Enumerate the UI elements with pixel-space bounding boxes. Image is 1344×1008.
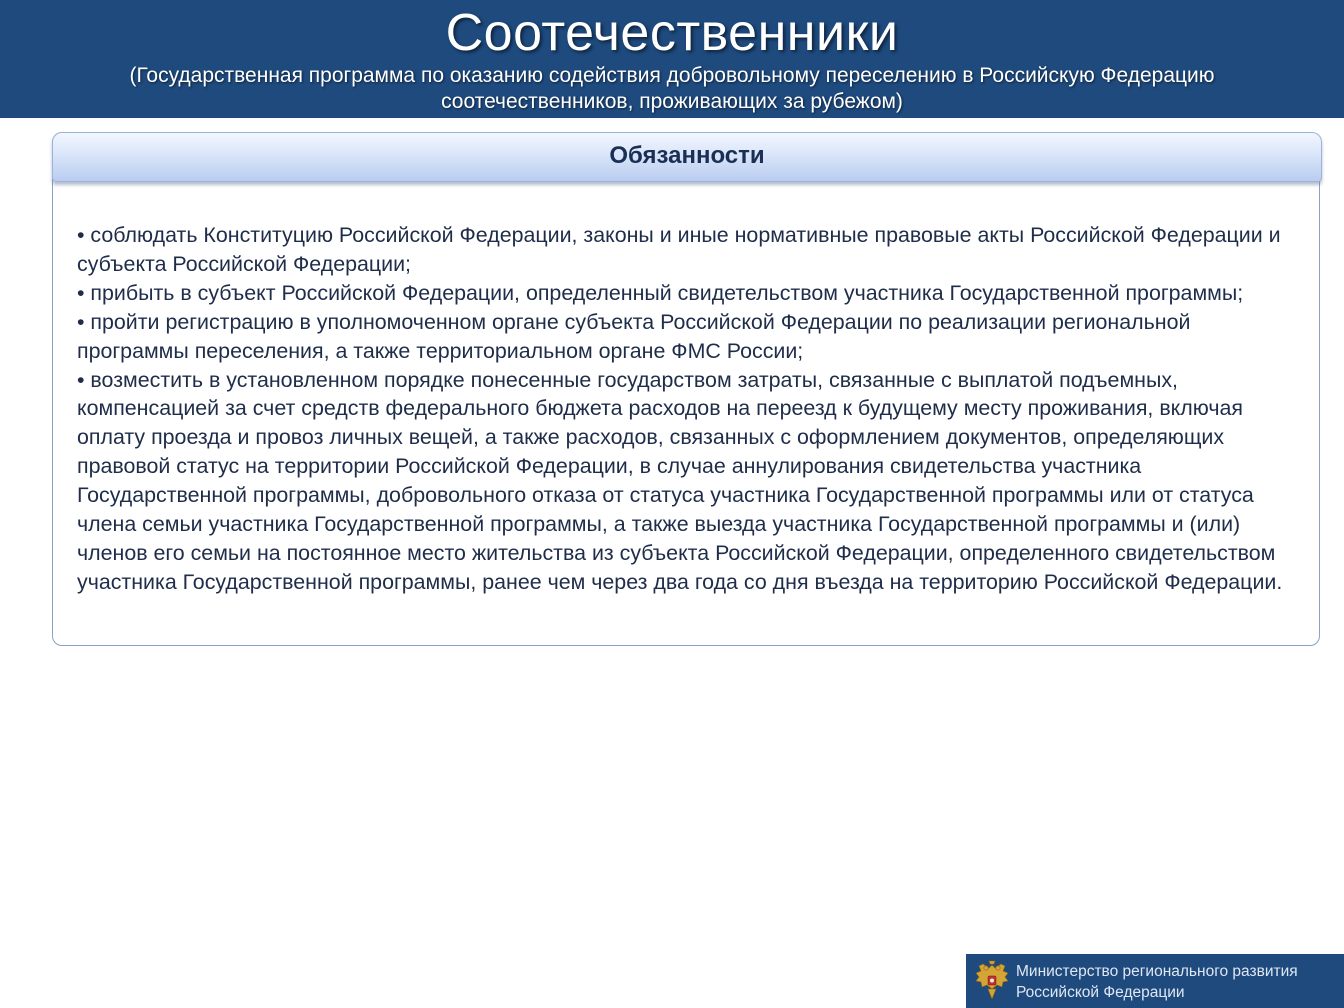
ministry-badge [966, 954, 1344, 1008]
duties-panel [52, 132, 1320, 646]
duty-item: • возместить в установленном порядке понесенные государством затраты, связанные с выплатой подъемных, компенсацией за счет средств федерального бюджета расходов на переезд к будущему месту проживания, включая оплату проезда и провоз личных вещей, а также расходов, связанных с оформлением документов, определяющих правовой статус на территории Российской Федерации, в случае аннулирования свидетельства участника Государственной программы, добровольного отказа от статуса участника Государственной программы или от статуса члена семьи участника Государственной программы, а также выезда участника Государственной программы и (или) членов его семьи на постоянное место жительства из субъекта Российской Федерации, определенного свидетельством участника Государственной программы, ранее чем через два года со дня въезда на территорию Российской Федерации. [77, 367, 1283, 594]
header-banner [0, 0, 1344, 118]
panel-title: Обязанности [609, 142, 765, 169]
duty-item: • соблюдать Конституцию Российской Федерации, законы и иные нормативные правовые акты Российской Федерации и субъекта Российской Федерации; [77, 223, 1281, 276]
ministry-name-line-2: Российской Федерации [1016, 984, 1185, 1001]
duty-item: • пройти регистрацию в уполномоченном органе субъекта Российской Федерации по реализации региональной программы переселения, а также территориальном органе ФМС России; [77, 309, 1191, 363]
ministry-name-line-1: Министерство регионального развития [1016, 963, 1298, 980]
panel-header [52, 132, 1322, 182]
duties-list [77, 221, 1307, 597]
ministry-name [1016, 961, 1298, 1003]
double-headed-eagle-icon [972, 959, 1012, 1003]
duty-item: • прибыть в субъект Российской Федерации, определенный свидетельством участника Государственной программы; [77, 280, 1244, 305]
page-subtitle: (Государственная программа по оказанию содействия добровольному переселению в Российскую Федерацию соотечественников, проживающих за рубежом) [129, 64, 1215, 113]
page-title: Соотечественники [445, 4, 899, 62]
